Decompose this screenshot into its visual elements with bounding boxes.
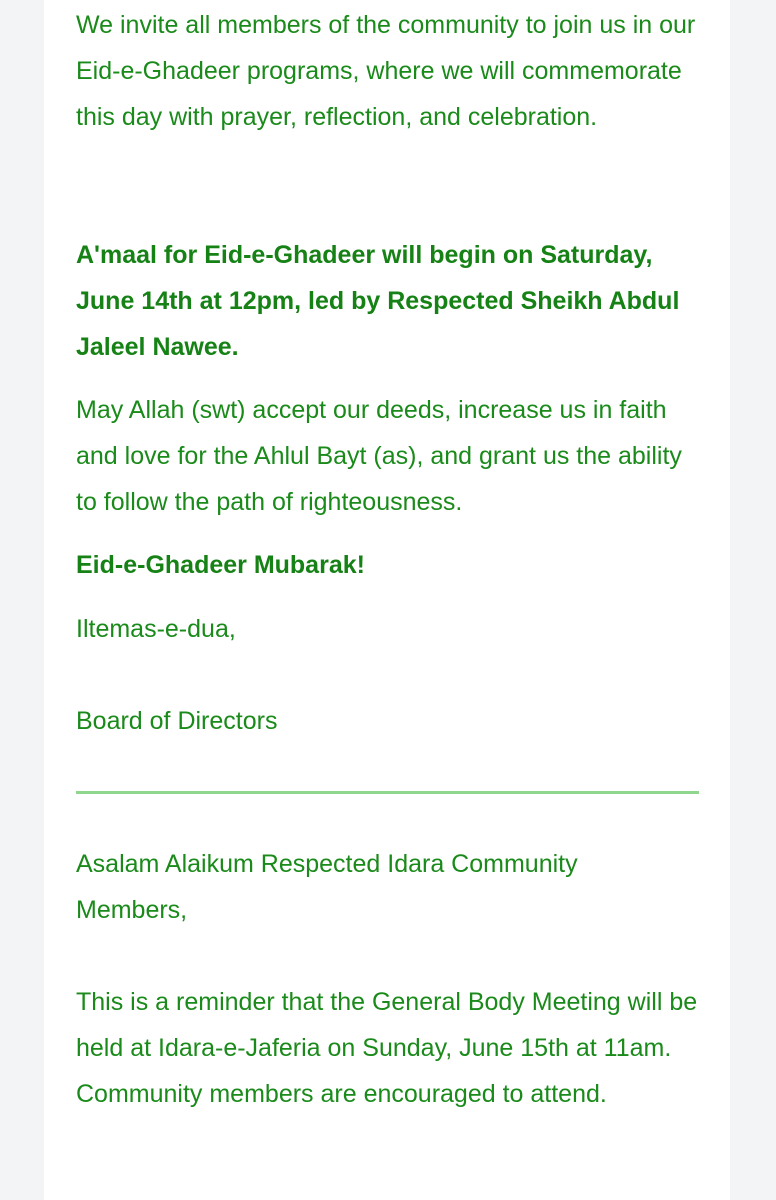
section-divider [76,791,699,794]
eid-greeting: Eid-e-Ghadeer Mubarak! [76,551,365,579]
meeting-reminder: This is a reminder that the General Body Meeting will be held at Idara-e-Jaferia on Sunday, June 15th at 11am. Community members are encouraged to attend. [76,988,698,1108]
closing-line: Iltemas-e-dua, [76,615,236,643]
invitation-paragraph: We invite all members of the community to join us in our Eid-e-Ghadeer programs, where we will commemorate this day with prayer, reflection, and celebration. [76,11,696,131]
signature: Board of Directors [76,707,278,735]
prayer-paragraph: May Allah (swt) accept our deeds, increase us in faith and love for the Ahlul Bayt (as), and grant us the ability to follow the path of righteousness. [76,396,682,516]
salutation: Asalam Alaikum Respected Idara Community Members, [76,850,578,924]
amaal-announcement: A'maal for Eid-e-Ghadeer will begin on Saturday, June 14th at 12pm, led by Respected Sheikh Abdul Jaleel Nawee. [76,241,680,361]
